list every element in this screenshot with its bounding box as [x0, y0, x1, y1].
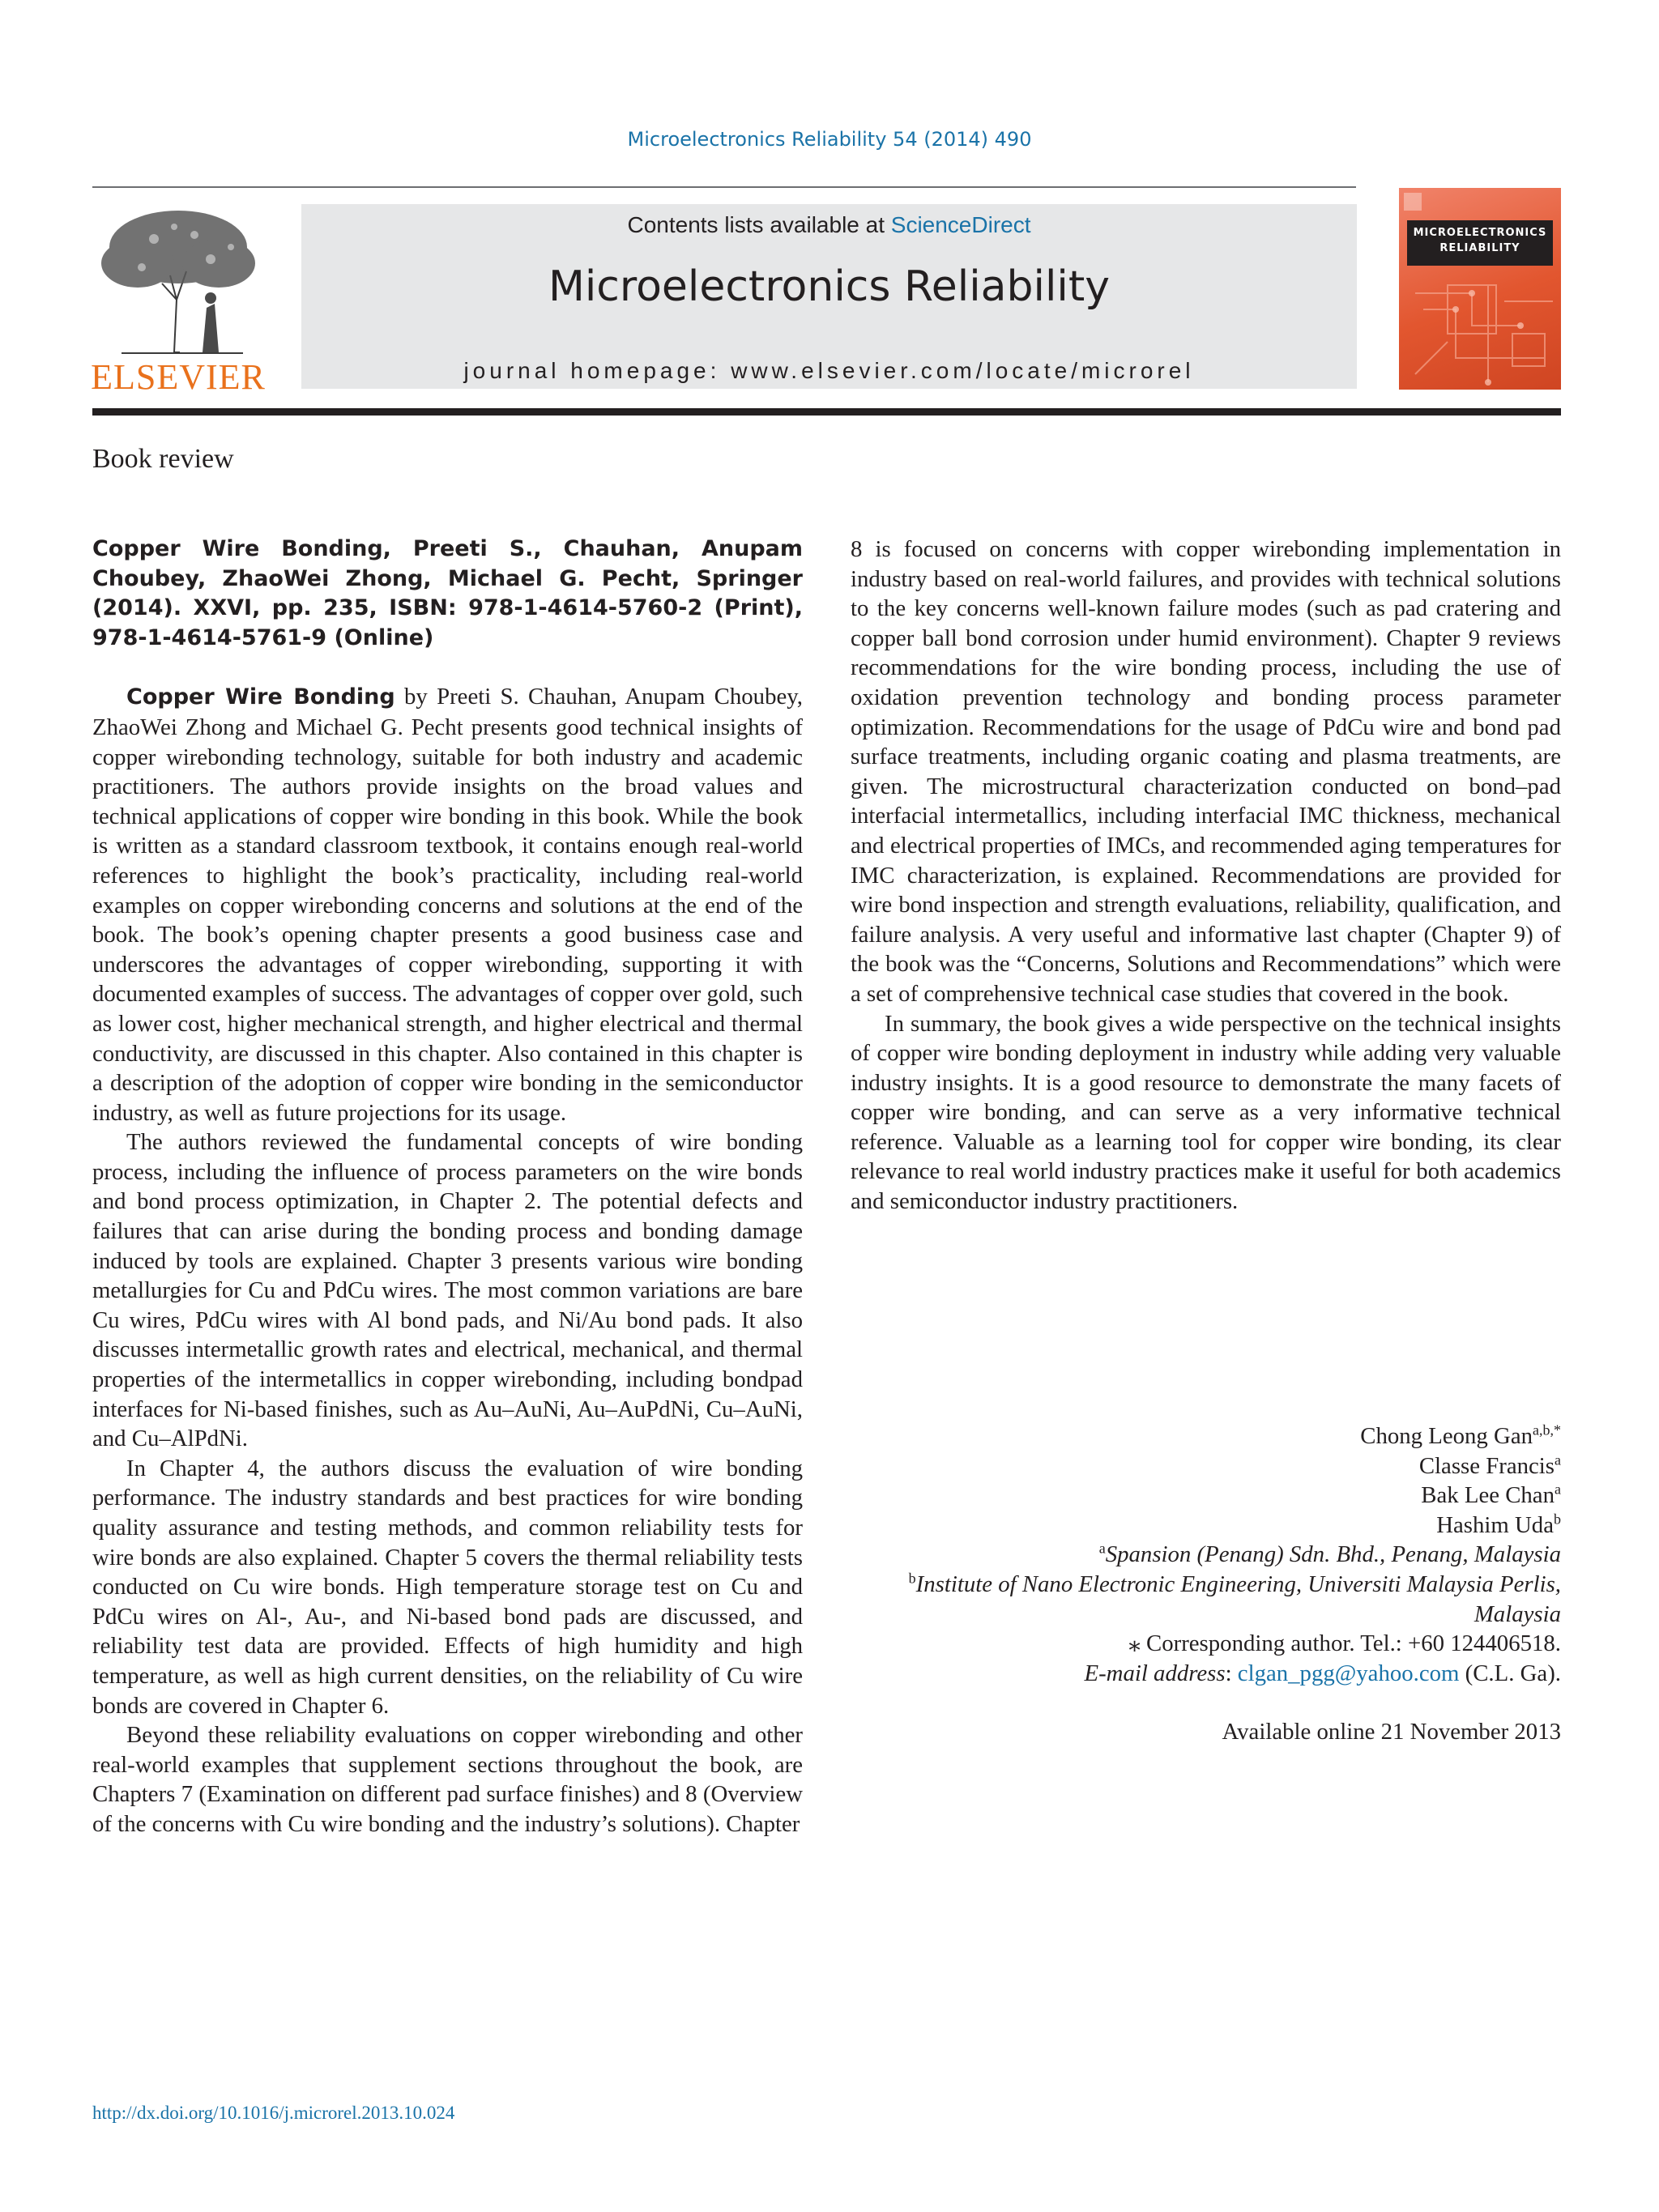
author-2: Classe Francis$^a$ — [1418, 1451, 1561, 1479]
cover-title-line1: MICROELECTRONICS — [1413, 227, 1547, 239]
cover-title-line2: RELIABILITY — [1439, 242, 1520, 254]
header-rule — [92, 186, 1356, 188]
tree-logo-icon — [89, 202, 267, 356]
left-column — [92, 535, 803, 1839]
contents-line — [301, 212, 1357, 238]
paragraph-4-continued: 8 is focused on concerns with copper wirebonding implementation in industry based on real-world failures, and provides with technical solutions to the key concerns well-known failure modes (such as pad cratering and copper ball bond corrosion under humid environment). Chapter 9 reviews recommendations for the wire bonding process, including the use of oxidation prevention technology and bonding process parameter optimization. Recommendations for the usage of PdCu wire and bond pad surface treatments, including organic coating and plasma treatments, are given. The microstructural characterization conducted on bond–pad interfacial intermetallics, including interfacial IMC thickness, mechanical and electrical properties of IMCs, and recommended aging temperatures for IMC characterization, is explained. Recommendations are provided for wire bond inspection and strength evaluations, reliability, qualification, and failure analysis. A very useful and informative last chapter (Chapter 9) of the book was the “Concerns, Solutions and Recommendations” which were a set of comprehensive technical case studies that covered in the book. — [851, 536, 1561, 1007]
author-4: Hashim Uda$^b$ — [1436, 1511, 1561, 1538]
author-3: Bak Lee Chan$^a$ — [1421, 1481, 1561, 1509]
paragraph-5: In summary, the book gives a wide perspective on the technical insights of copper wire bonding deployment in industry while adding very valuable industry insights. It is a good resource to demonstrate the many facets of copper wire bonding, and can serve as a very informative technical reference. Valuable as a learning tool for copper wire bonding, its clear relevance to real world industry practices make it useful for both academics and semiconductor industry practitioners. — [851, 1010, 1561, 1215]
paragraph-4: Beyond these reliability evaluations on copper wirebonding and other real-world examples that supplement sections throughout the book, are Chapters 7 (Examination on different pad surface finishes) and 8 (Overview of the concerns with Cu wire bonding and the industry’s solutions). Chapter — [92, 1722, 803, 1837]
cover-title — [1407, 220, 1553, 266]
elsevier-logo — [89, 202, 267, 397]
homepage-label: journal homepage: — [463, 358, 731, 383]
corresponding-author: ⁎ Corresponding author. Tel.: +60 124406518. — [1128, 1630, 1561, 1657]
book-title-lead: Copper Wire Bonding — [126, 684, 395, 710]
email-link[interactable]: clgan_pgg@yahoo.com — [1237, 1660, 1460, 1686]
journal-title: Microelectronics Reliability — [548, 262, 1111, 311]
author-block — [851, 1421, 1561, 1747]
author-1: Chong Leong Gan$^{a,b,*}$ — [1360, 1421, 1561, 1449]
journal-cover — [1399, 188, 1561, 390]
journal-masthead — [301, 204, 1357, 389]
journal-homepage — [301, 358, 1357, 384]
journal-citation[interactable]: Microelectronics Reliability 54 (2014) 490 — [627, 128, 1032, 151]
circuit-pattern-icon — [1399, 188, 1561, 390]
contents-prefix: Contents lists available at — [627, 212, 891, 237]
homepage-url[interactable]: www.elsevier.com/locate/microrel — [731, 358, 1195, 383]
paragraph-2: The authors reviewed the fundamental concepts of wire bonding process, including the influence of process parameters on the wire bonds and bond process optimization, in Chapter 2. The potential defects and failures that can arise during the bonding process and bonding damage induced by tools are explained. Chapter 3 presents various wire bonding metallurgies for Cu and PdCu wires. The most common variations are bare Cu wires, PdCu wires with Al bond pads, and Ni/Au bond pads. It also discusses intermetallic growth rates and electrical, mechanical, and thermal properties of the intermetallics in copper wirebonding, including bondpad interfaces for Ni-based finishes, such as Au–AuNi, Au–AuPdNi, Cu–AuNi, and Cu–AlPdNi. — [92, 1129, 803, 1452]
paragraph-3: In Chapter 4, the authors discuss the evaluation of wire bonding performance. The industry standards and best practices for wire bonding quality assurance and testing methods, and common reliability tests for wire bonds are also explained. Chapter 5 covers the thermal reliability tests conducted on Cu wire bonds. High temperature storage test on Cu and PdCu wires on Al-, Au-, and Ni-based bond pads are discussed, and reliability test data are provided. Effects of high humidity and high temperature, as well as high current densities, on the reliability of Cu wire bonds are covered in Chapter 6. — [92, 1455, 803, 1719]
elsevier-wordmark: ELSEVIER — [91, 357, 266, 397]
paragraph-1 — [92, 682, 803, 1127]
available-online: Available online 21 November 2013 — [1222, 1719, 1561, 1745]
section-label: Book review — [92, 444, 234, 474]
right-column — [851, 535, 1561, 1217]
sciencedirect-link[interactable]: ScienceDirect — [890, 212, 1031, 237]
email-line: E-mail address: clgan_pgg@yahoo.com (C.L. Ga). — [1084, 1660, 1561, 1686]
affiliation-b: $^b$Institute of Nano Electronic Engineering, Universiti Malaysia Perlis, Malaysia — [908, 1570, 1561, 1627]
doi-link[interactable]: http://dx.doi.org/10.1016/j.microrel.2013.10.024 — [92, 2103, 455, 2123]
affiliation-a: $^a$Spansion (Penang) Sdn. Bhd., Penang, Malaysia — [1098, 1540, 1561, 1568]
header-thick-rule — [92, 408, 1561, 416]
paragraph-1-text: by Preeti S. Chauhan, Anupam Choubey, ZhaoWei Zhong and Michael G. Pecht presents good technical insights of copper wirebonding technology, suitable for both industry and academic practitioners. The authors provide insights on the broad values and technical applications of copper wire bonding in this book. While the book is written as a standard classroom textbook, it contains enough real-world references to highlight the book’s practicality, including real-world examples on copper wirebonding concerns and solutions at the end of the book. The book’s opening chapter presents a good business case and underscores the advantages of copper wirebonding, supporting it with documented examples of success. The advantages of copper over gold, such as lower cost, higher mechanical strength, and higher electrical and thermal conductivity, are discussed in this chapter. Also contained in this chapter is a description of the adoption of copper wire bonding in the semiconductor industry, as well as future projections for its usage. — [92, 684, 803, 1126]
review-heading: Copper Wire Bonding, Preeti S., Chauhan, Anupam Choubey, ZhaoWei Zhong, Michael G. Pecht, Springer (2014). XXVI, pp. 235, ISBN: 978-1-4614-5760-2 (Print), 978-1-4614-5761-9 (Online) — [92, 536, 803, 650]
